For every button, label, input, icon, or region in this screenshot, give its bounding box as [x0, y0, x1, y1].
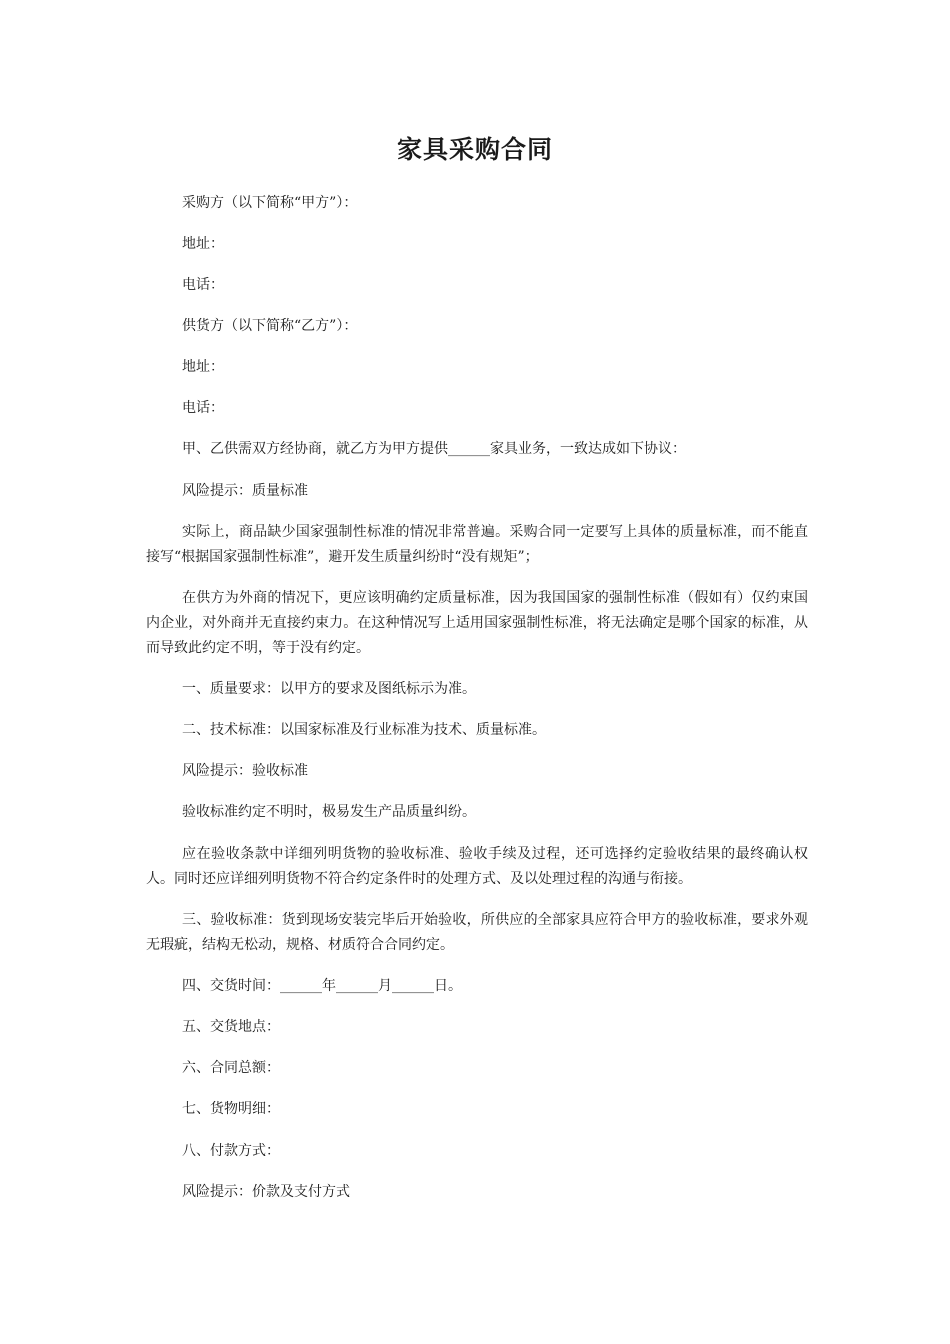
risk-tip-quality: 风险提示：质量标准 — [182, 483, 308, 499]
clause-contract-total: 六、合同总额： — [182, 1060, 280, 1076]
acceptance-detail-paragraph: 应在验收条款中详细列明货物的验收标准、验收手续及过程，还可选择约定验收结果的最终确认权人。同时还应详细列明货物不符合约定条件时的处理方式、及以处理过程的沟通与衔接。 — [146, 846, 808, 887]
clause-delivery-place: 五、交货地点： — [182, 1019, 280, 1035]
supplier-line: 供货方（以下简称“乙方”）： — [182, 318, 358, 334]
supplier-phone-line: 电话： — [182, 400, 224, 416]
quality-note-paragraph: 实际上，商品缺少国家强制性标准的情况非常普遍。采购合同一定要写上具体的质量标准，而不能直接写“根据国家强制性标准”，避开发生质量纠纷时“没有规矩”； — [146, 524, 808, 565]
risk-tip-acceptance: 风险提示：验收标准 — [182, 763, 308, 779]
clause-delivery-time: 四、交货时间：______年______月______日。 — [182, 978, 462, 994]
supplier-address-line: 地址： — [182, 359, 224, 375]
acceptance-note: 验收标准约定不明时，极易发生产品质量纠纷。 — [182, 804, 476, 820]
foreign-supplier-paragraph: 在供方为外商的情况下，更应该明确约定质量标准，因为我国国家的强制性标准（假如有）仅约束国内企业，对外商并无直接约束力。在这种情况写上适用国家强制性标准，将无法确定是哪个国家的标准，从而导致此约定不明，等于没有约定。 — [146, 590, 808, 656]
risk-tip-payment: 风险提示：价款及支付方式 — [182, 1184, 350, 1200]
clause-technical-standard: 二、技术标准：以国家标准及行业标准为技术、质量标准。 — [182, 722, 546, 738]
document-title: 家具采购合同 — [396, 135, 553, 164]
agreement-intro: 甲、乙供需双方经协商，就乙方为甲方提供______家具业务，一致达成如下协议： — [182, 441, 686, 457]
clause-acceptance-standard: 三、验收标准：货到现场安装完毕后开始验收，所供应的全部家具应符合甲方的验收标准，要求外观无瑕疵，结构无松动，规格、材质符合合同约定。 — [146, 912, 808, 953]
clause-quality-requirement: 一、质量要求：以甲方的要求及图纸标示为准。 — [182, 681, 476, 697]
clause-payment-method: 八、付款方式： — [182, 1143, 280, 1159]
buyer-phone-line: 电话： — [182, 277, 224, 293]
buyer-line: 采购方（以下简称“甲方”）： — [182, 195, 358, 211]
clause-goods-detail: 七、货物明细： — [182, 1101, 280, 1117]
buyer-address-line: 地址： — [182, 236, 224, 252]
